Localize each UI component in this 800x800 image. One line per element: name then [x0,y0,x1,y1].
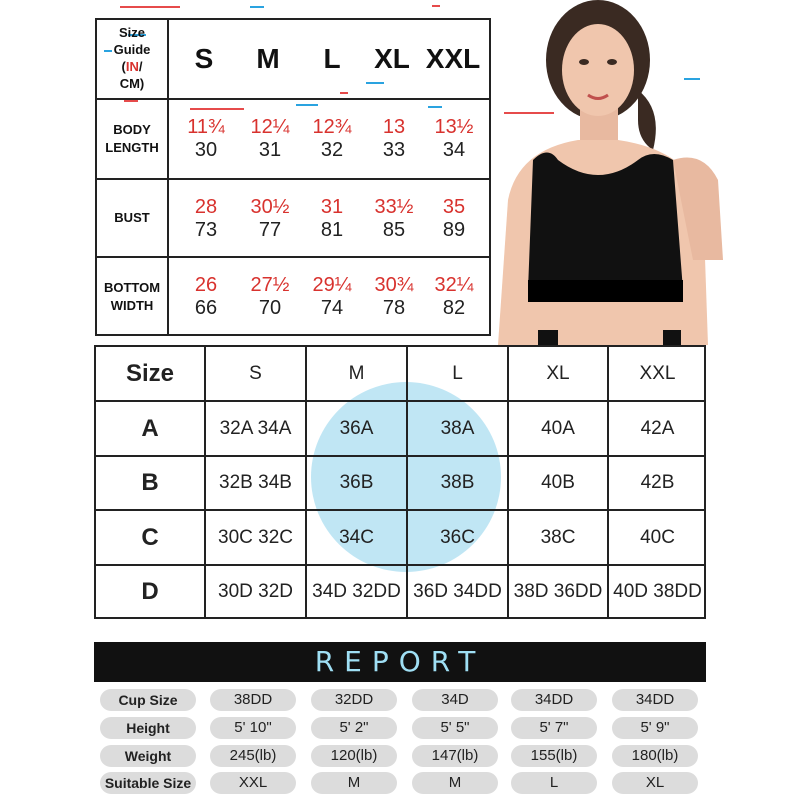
cup-label: D [141,577,159,605]
row-label-body-length: BODY LENGTH [105,122,159,155]
report-value: M [412,772,498,794]
cup-cell: 36B [339,472,374,493]
measurement-cell: 32¼ 82 [434,274,474,319]
report-value: 5' 10" [210,717,296,739]
report-label-suitable-size: Suitable Size [100,772,196,794]
measurement-cell: 28 73 [194,196,218,241]
report-value: 180(lb) [612,745,698,767]
report-label-weight: Weight [100,745,196,767]
cup-cell: 40A [541,417,575,439]
cup-cell: 40B [541,472,575,493]
report-value: 34D [412,689,498,711]
report-value: M [311,772,397,794]
decor-dash [432,5,440,7]
cup-cell: 40D 38DD [613,580,702,602]
cup-table-size-header: XL [546,362,570,384]
report-value: 32DD [311,689,397,711]
cup-cell: 32B 34B [219,472,292,493]
report-value: 5' 5" [412,717,498,739]
size-guide-table [95,18,491,336]
report-value: 34DD [511,689,597,711]
report-value: XXL [210,772,296,794]
report-value: 5' 7" [511,717,597,739]
row-label-bust: BUST [114,210,150,225]
cup-label: B [141,469,159,496]
row-label-bottom-width: BOTTOM WIDTH [103,280,161,313]
cup-cell: 40C [640,526,675,548]
decor-dash [250,6,264,8]
cup-cell: 42A [640,417,675,439]
measurement-cell: 13 33 [382,116,406,161]
cup-cell: 30D 32D [218,580,293,602]
cup-label: C [141,523,159,551]
cup-cell: 42B [640,472,675,493]
measurement-cell: 31 81 [320,196,344,241]
measurement-cell: 29¼ 74 [312,274,352,319]
cup-cell: 36D 34DD [413,580,502,602]
cup-cell: 34C [339,526,374,548]
cup-table-size-header: M [348,362,365,384]
size-header: L [323,43,341,74]
report-value: L [511,772,597,794]
report-value: 120(lb) [311,745,397,767]
report-value: 245(lb) [210,745,296,767]
measurement-cell: 11¾ 30 [187,116,225,161]
size-header: XXL [425,43,481,74]
report-value: 5' 9" [612,717,698,739]
cup-cell: 32A 34A [219,417,292,439]
report-title: REPORT [94,642,706,682]
cup-cell: 36A [339,417,374,439]
measurement-cell: 35 89 [442,196,466,241]
size-header: M [256,43,280,74]
report-value: 147(lb) [412,745,498,767]
measurement-cell: 12¾ 32 [312,116,352,161]
measurement-cell: 13½ 34 [434,116,474,161]
decor-dash [120,6,180,8]
cup-cell: 30C 32C [218,526,293,548]
cup-cell: 38C [540,526,576,548]
cup-table-size-header: L [452,362,463,384]
report-label-cup-size: Cup Size [100,689,196,711]
cup-cell: 36C [440,526,475,548]
size-guide-title: Size Guide (IN/ CM) [113,25,151,91]
model-photo [488,0,728,345]
measurement-cell: 27½ 70 [250,274,290,319]
size-header: XL [374,43,410,74]
cup-table-corner: Size [125,359,175,387]
measurement-cell: 33½ 85 [374,196,414,241]
measurement-cell: 30½ 77 [250,196,290,241]
measurement-cell: 12¼ 31 [250,116,290,161]
cup-cell: 34D 32DD [312,580,401,602]
report-value: XL [612,772,698,794]
report-label-height: Height [100,717,196,739]
report-value: 38DD [210,689,296,711]
size-header: S [194,43,214,74]
measurement-cell: 30¾ 78 [374,274,414,319]
cup-size-table [94,345,706,619]
report-value: 5' 2" [311,717,397,739]
cup-label: A [141,414,159,442]
cup-cell: 38D 36DD [513,580,603,602]
cup-cell: 38A [440,417,475,439]
measurement-cell: 26 66 [194,274,218,319]
cup-table-size-header: XXL [639,362,676,384]
cup-table-size-header: S [249,362,262,384]
cup-cell: 38B [440,472,475,493]
report-value: 155(lb) [511,745,597,767]
report-value: 34DD [612,689,698,711]
